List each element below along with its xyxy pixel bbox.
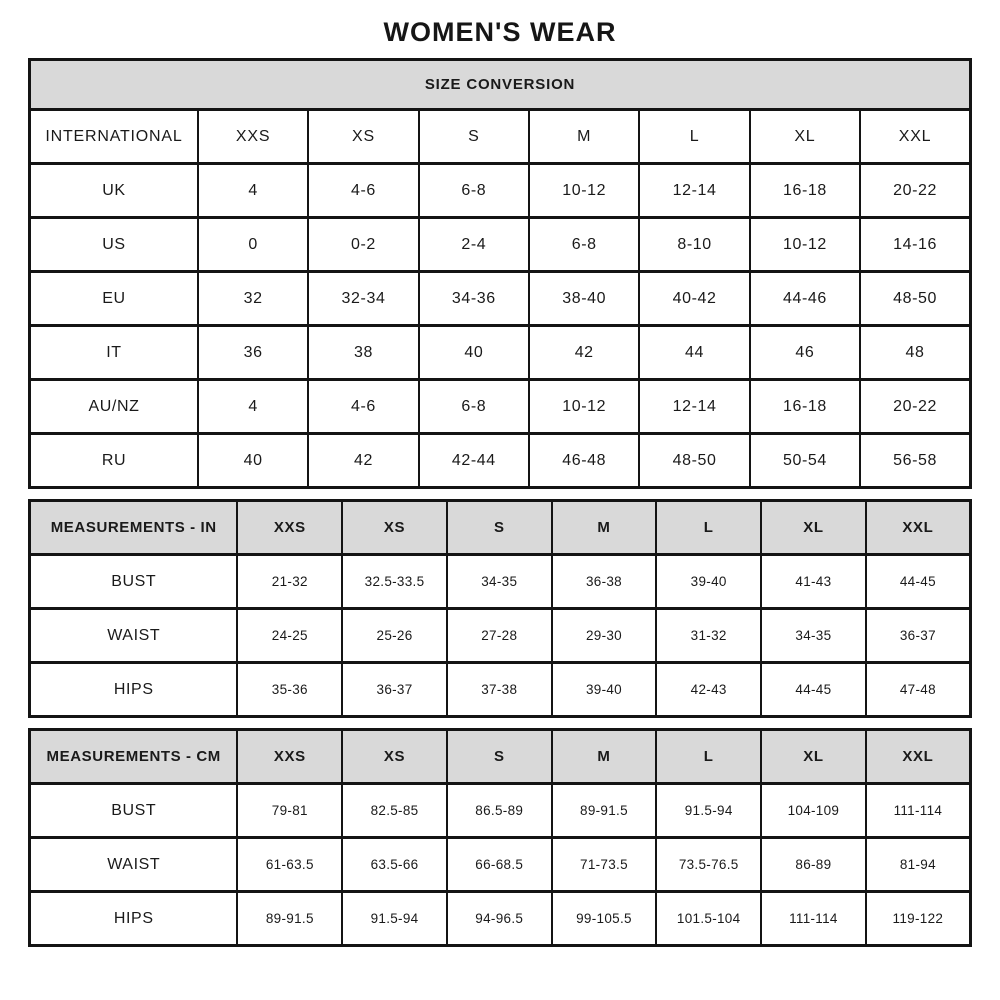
table-cell: 10-12: [529, 380, 639, 434]
table-cell: 44-46: [750, 272, 860, 326]
table-row: [30, 164, 971, 218]
table-cell: 12-14: [639, 380, 749, 434]
table-cell: 86.5-89: [447, 784, 552, 838]
table-cell: 63.5-66: [342, 838, 447, 892]
column-header: XXL: [866, 730, 971, 784]
table-cell: 0-2: [308, 218, 418, 272]
table-cell: 42-44: [419, 434, 529, 488]
table-row: [30, 892, 971, 946]
table-banner: SIZE CONVERSION: [30, 60, 971, 110]
table-cell: 71-73.5: [552, 838, 657, 892]
column-header: XXL: [860, 110, 970, 164]
column-header: XXS: [198, 110, 308, 164]
table-cell: 32.5-33.5: [342, 555, 447, 609]
table-cell: 111-114: [866, 784, 971, 838]
table-cell: 40: [198, 434, 308, 488]
table-cell: 34-36: [419, 272, 529, 326]
column-header-row: [30, 730, 971, 784]
table-cell: 89-91.5: [237, 892, 342, 946]
row-label: BUST: [30, 555, 238, 609]
table-cell: 10-12: [529, 164, 639, 218]
table-cell: 2-4: [419, 218, 529, 272]
table-cell: 0: [198, 218, 308, 272]
table-cell: 32-34: [308, 272, 418, 326]
table-row: [30, 663, 971, 717]
column-header: XXS: [237, 730, 342, 784]
table-row: [30, 434, 971, 488]
table-cell: 48-50: [860, 272, 970, 326]
column-header: XXL: [866, 501, 971, 555]
table-cell: 40: [419, 326, 529, 380]
table-cell: 6-8: [419, 380, 529, 434]
table-cell: 48-50: [639, 434, 749, 488]
table-cell: 27-28: [447, 609, 552, 663]
table-cell: 12-14: [639, 164, 749, 218]
table-row: [30, 784, 971, 838]
row-label: IT: [30, 326, 198, 380]
table-cell: 39-40: [656, 555, 761, 609]
table-cell: 94-96.5: [447, 892, 552, 946]
table-cell: 16-18: [750, 380, 860, 434]
row-label: US: [30, 218, 198, 272]
table-cell: 61-63.5: [237, 838, 342, 892]
measurements-in-table: [28, 499, 972, 718]
table-cell: 10-12: [750, 218, 860, 272]
table-cell: 46-48: [529, 434, 639, 488]
row-label: EU: [30, 272, 198, 326]
table-cell: 104-109: [761, 784, 866, 838]
column-header: XL: [750, 110, 860, 164]
row-label: RU: [30, 434, 198, 488]
corner-header: MEASUREMENTS - CM: [30, 730, 238, 784]
table-cell: 4: [198, 164, 308, 218]
row-label: HIPS: [30, 892, 238, 946]
table-cell: 8-10: [639, 218, 749, 272]
column-header: S: [419, 110, 529, 164]
column-header: XL: [761, 501, 866, 555]
table-cell: 111-114: [761, 892, 866, 946]
table-row: [30, 555, 971, 609]
table-cell: 101.5-104: [656, 892, 761, 946]
table-cell: 20-22: [860, 380, 970, 434]
table-cell: 40-42: [639, 272, 749, 326]
measurements-cm-table: [28, 728, 972, 947]
table-cell: 34-35: [447, 555, 552, 609]
table-cell: 20-22: [860, 164, 970, 218]
table-cell: 6-8: [529, 218, 639, 272]
corner-header: MEASUREMENTS - IN: [30, 501, 238, 555]
column-header: M: [529, 110, 639, 164]
table-cell: 42: [529, 326, 639, 380]
table-cell: 99-105.5: [552, 892, 657, 946]
table-row: [30, 609, 971, 663]
table-cell: 36-37: [342, 663, 447, 717]
table-cell: 42-43: [656, 663, 761, 717]
column-header: M: [552, 730, 657, 784]
table-row: [30, 272, 971, 326]
column-header: XS: [308, 110, 418, 164]
table-cell: 34-35: [761, 609, 866, 663]
column-header-row: [30, 501, 971, 555]
table-cell: 29-30: [552, 609, 657, 663]
table-cell: 31-32: [656, 609, 761, 663]
table-cell: 79-81: [237, 784, 342, 838]
table-cell: 47-48: [866, 663, 971, 717]
row-label: BUST: [30, 784, 238, 838]
column-header: M: [552, 501, 657, 555]
table-cell: 36-38: [552, 555, 657, 609]
row-label: WAIST: [30, 838, 238, 892]
corner-header: INTERNATIONAL: [30, 110, 198, 164]
table-cell: 39-40: [552, 663, 657, 717]
table-cell: 82.5-85: [342, 784, 447, 838]
column-header: XXS: [237, 501, 342, 555]
table-cell: 6-8: [419, 164, 529, 218]
row-label: AU/NZ: [30, 380, 198, 434]
table-cell: 81-94: [866, 838, 971, 892]
column-header: S: [447, 501, 552, 555]
table-cell: 37-38: [447, 663, 552, 717]
table-cell: 91.5-94: [656, 784, 761, 838]
column-header-row: [30, 110, 971, 164]
table-cell: 14-16: [860, 218, 970, 272]
table-cell: 4-6: [308, 380, 418, 434]
table-row: [30, 326, 971, 380]
table-cell: 38: [308, 326, 418, 380]
page-title: WOMEN'S WEAR: [383, 17, 617, 47]
table-row: [30, 838, 971, 892]
column-header: L: [656, 501, 761, 555]
table-cell: 36-37: [866, 609, 971, 663]
column-header: L: [656, 730, 761, 784]
table-cell: 48: [860, 326, 970, 380]
column-header: XS: [342, 501, 447, 555]
table-cell: 91.5-94: [342, 892, 447, 946]
table-cell: 56-58: [860, 434, 970, 488]
size-conversion-table: [28, 58, 972, 489]
table-cell: 38-40: [529, 272, 639, 326]
table-cell: 46: [750, 326, 860, 380]
table-cell: 4: [198, 380, 308, 434]
column-header: XS: [342, 730, 447, 784]
table-cell: 86-89: [761, 838, 866, 892]
table-cell: 66-68.5: [447, 838, 552, 892]
table-cell: 44-45: [761, 663, 866, 717]
table-banner-row: [30, 60, 971, 110]
table-cell: 119-122: [866, 892, 971, 946]
table-cell: 42: [308, 434, 418, 488]
table-row: [30, 218, 971, 272]
table-cell: 25-26: [342, 609, 447, 663]
column-header: XL: [761, 730, 866, 784]
table-cell: 4-6: [308, 164, 418, 218]
column-header: L: [639, 110, 749, 164]
table-cell: 44-45: [866, 555, 971, 609]
table-cell: 16-18: [750, 164, 860, 218]
table-cell: 36: [198, 326, 308, 380]
column-header: S: [447, 730, 552, 784]
row-label: WAIST: [30, 609, 238, 663]
row-label: HIPS: [30, 663, 238, 717]
row-label: UK: [30, 164, 198, 218]
table-cell: 35-36: [237, 663, 342, 717]
table-cell: 44: [639, 326, 749, 380]
table-cell: 24-25: [237, 609, 342, 663]
table-cell: 73.5-76.5: [656, 838, 761, 892]
table-cell: 50-54: [750, 434, 860, 488]
table-cell: 21-32: [237, 555, 342, 609]
table-cell: 41-43: [761, 555, 866, 609]
table-cell: 89-91.5: [552, 784, 657, 838]
table-cell: 32: [198, 272, 308, 326]
table-row: [30, 380, 971, 434]
